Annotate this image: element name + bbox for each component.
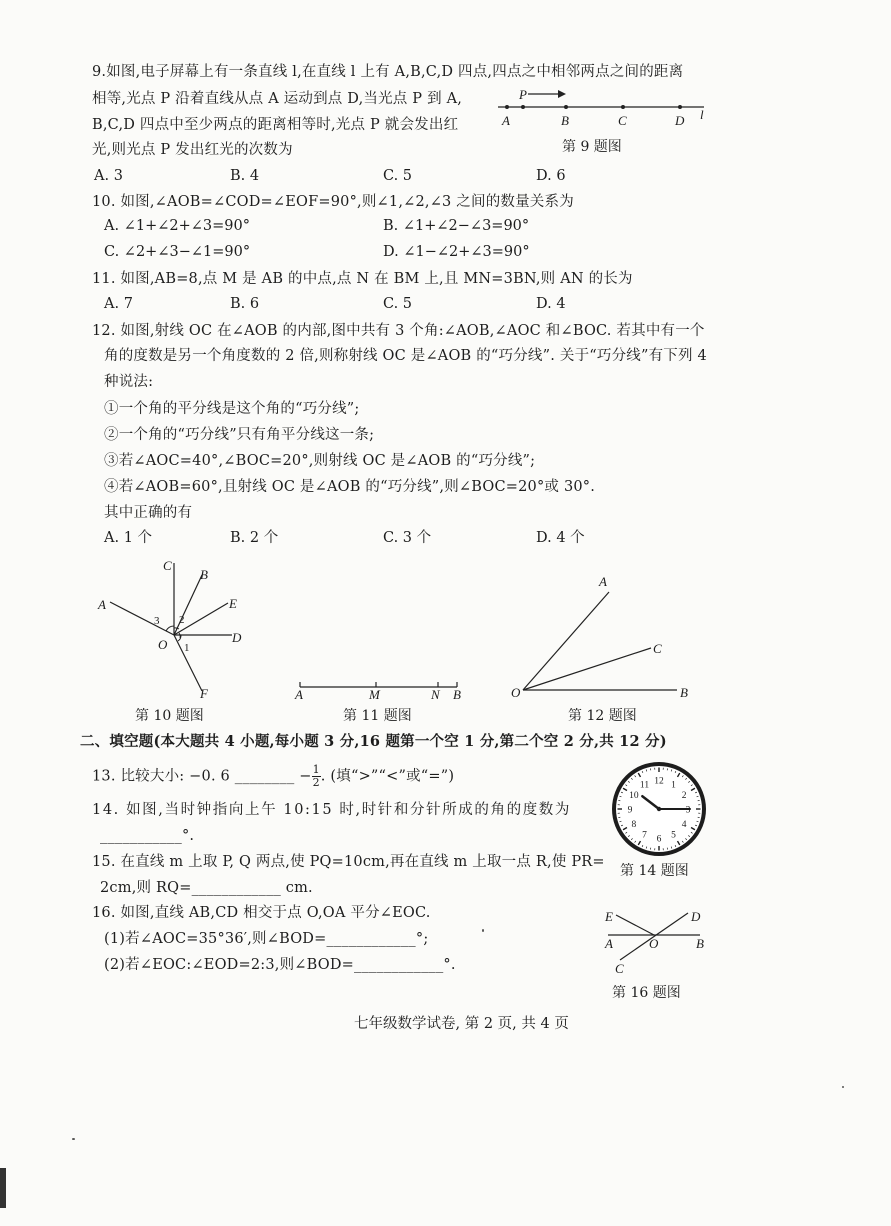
q13-line bbox=[92, 764, 454, 789]
q12-option-c: C. 3 个 bbox=[383, 530, 432, 546]
q10-label-angle-2: 2 bbox=[179, 614, 185, 626]
scan-speck bbox=[842, 1086, 844, 1088]
q14-line-2: ___________°. bbox=[100, 828, 195, 844]
q9-option-c: C. 5 bbox=[383, 168, 413, 184]
q11-line-1: 11. 如图,AB=8,点 M 是 AB 的中点,点 N 在 BM 上,且 MN=3BN,则 AN 的长为 bbox=[92, 271, 633, 287]
q12-option-d: D. 4 个 bbox=[536, 530, 585, 546]
q10-option-b: B. ∠1+∠2−∠3=90° bbox=[383, 218, 530, 234]
q9-label-a: A bbox=[502, 113, 510, 128]
q14-line-1: 14. 如图,当时钟指向上午 10:15 时,时针和分针所成的角的度数为 bbox=[92, 802, 571, 818]
q13-fraction-denominator: 2 bbox=[312, 776, 320, 789]
q10-label-c: C bbox=[163, 558, 172, 573]
clock-figure bbox=[610, 760, 708, 858]
q10-caption: 第 10 题图 bbox=[135, 708, 204, 724]
q12-label-a: A bbox=[599, 574, 607, 589]
q9-label-d: D bbox=[675, 113, 685, 128]
q10-label-angle-1: 1 bbox=[184, 642, 190, 654]
q9-caption: 第 9 题图 bbox=[562, 139, 622, 155]
q11-option-d: D. 4 bbox=[536, 296, 566, 312]
q10-label-f: F bbox=[200, 686, 208, 701]
clock-number: 10 bbox=[629, 791, 639, 801]
q10-option-d: D. ∠1−∠2+∠3=90° bbox=[383, 244, 530, 260]
q16-label-e: E bbox=[605, 909, 613, 924]
q10-label-a: A bbox=[98, 597, 106, 612]
q13-blank: ________ bbox=[234, 768, 295, 785]
q13-prefix: 13. 比较大小: −0. 6 bbox=[92, 768, 230, 785]
q12-option-a: A. 1 个 bbox=[104, 530, 153, 546]
q9-line-4: 光,则光点 P 发出红光的次数为 bbox=[92, 142, 293, 158]
clock-number: 8 bbox=[631, 820, 637, 830]
q12-line-3: 种说法: bbox=[104, 374, 154, 390]
q15-line-1: 15. 在直线 m 上取 P, Q 两点,使 PQ=10cm,再在直线 m 上取一点 R,使 PR= bbox=[92, 854, 605, 870]
q12-caption: 第 12 题图 bbox=[568, 708, 637, 724]
q11-option-a: A. 7 bbox=[104, 296, 133, 312]
q11-label-a: A bbox=[295, 687, 303, 702]
q9-label-b: B bbox=[561, 113, 569, 128]
clock-number: 6 bbox=[656, 834, 662, 845]
clock-number: 4 bbox=[681, 820, 687, 830]
q10-label-e: E bbox=[229, 596, 237, 611]
q9-label-c: C bbox=[618, 113, 627, 128]
q13-fraction-numerator: 1 bbox=[312, 763, 320, 776]
q10-label-angle-3: 3 bbox=[154, 615, 160, 627]
q11-caption: 第 11 题图 bbox=[343, 708, 412, 724]
q9-option-d: D. 6 bbox=[536, 168, 566, 184]
scan-speck bbox=[72, 1138, 75, 1140]
q10-line-1: 10. 如图,∠AOB=∠COD=∠EOF=90°,则∠1,∠2,∠3 之间的数量关系为 bbox=[92, 194, 574, 210]
scan-edge-mark bbox=[0, 1168, 6, 1208]
q10-label-b: B bbox=[200, 567, 208, 582]
page-footer: 七年级数学试卷, 第 2 页, 共 4 页 bbox=[354, 1016, 569, 1032]
q11-label-b: B bbox=[453, 687, 461, 702]
q11-label-m: M bbox=[369, 687, 380, 702]
q9-option-a: A. 3 bbox=[94, 168, 123, 184]
q9-line-2: 相等,光点 P 沿着直线从点 A 运动到点 D,当光点 P 到 A, bbox=[92, 91, 463, 107]
q13-fraction bbox=[312, 764, 321, 789]
q9-label-p: P bbox=[519, 87, 527, 102]
q10-label-d: D bbox=[232, 630, 242, 645]
q12-label-b: B bbox=[680, 685, 688, 700]
clock-number: 3 bbox=[685, 805, 691, 816]
q10-figure bbox=[90, 555, 260, 705]
q16-caption: 第 16 题图 bbox=[612, 985, 681, 1001]
clock-number: 1 bbox=[671, 780, 676, 791]
q10-option-c: C. ∠2+∠3−∠1=90° bbox=[104, 244, 251, 260]
q12-label-c: C bbox=[653, 641, 662, 656]
q12-statement-1: ①一个角的平分线是这个角的“巧分线”; bbox=[104, 401, 360, 417]
q9-line-3: B,C,D 四点中至少两点的距离相等时,光点 P 就会发出红 bbox=[92, 117, 459, 133]
q11-option-b: B. 6 bbox=[230, 296, 260, 312]
q16-line-1: 16. 如图,直线 AB,CD 相交于点 O,OA 平分∠EOC. bbox=[92, 905, 431, 921]
q13-minus: − bbox=[299, 768, 312, 785]
section-2-title: 二、填空题(本大题共 4 小题,每小题 3 分,16 题第一个空 1 分,第二个空 2 分,共 12 分) bbox=[80, 733, 667, 750]
q12-statement-3: ③若∠AOC=40°,∠BOC=20°,则射线 OC 是∠AOB 的“巧分线”; bbox=[104, 453, 536, 469]
clock-number: 2 bbox=[681, 791, 687, 801]
q16-label-d: D bbox=[691, 909, 701, 924]
q12-line-1: 12. 如图,射线 OC 在∠AOB 的内部,图中共有 3 个角:∠AOB,∠AOC 和∠BOC. 若其中有一个 bbox=[92, 323, 705, 339]
q16-label-c: C bbox=[615, 961, 624, 976]
q9-figure bbox=[490, 86, 720, 136]
clock-number: 12 bbox=[654, 776, 664, 787]
q11-figure bbox=[290, 670, 470, 710]
q10-label-o: O bbox=[158, 637, 168, 652]
q11-label-n: N bbox=[431, 687, 440, 702]
q9-option-b: B. 4 bbox=[230, 168, 260, 184]
q12-option-b: B. 2 个 bbox=[230, 530, 279, 546]
clock-number: 5 bbox=[671, 830, 676, 841]
q12-statement-4: ④若∠AOB=60°,且射线 OC 是∠AOB 的“巧分线”,则∠BOC=20°或 30°. bbox=[104, 479, 596, 495]
q16-figure bbox=[598, 905, 718, 977]
q13-suffix: . (填“>”“<”或“=”) bbox=[320, 768, 455, 785]
q16-label-o: O bbox=[649, 936, 659, 951]
clock-number: 9 bbox=[627, 805, 633, 816]
q12-line-2: 角的度数是另一个角度数的 2 倍,则称射线 OC 是∠AOB 的“巧分线”. 关于“巧分线”有下列 4 bbox=[104, 348, 707, 364]
q12-question: 其中正确的有 bbox=[104, 505, 193, 521]
q10-option-a: A. ∠1+∠2+∠3=90° bbox=[104, 218, 250, 234]
q11-option-c: C. 5 bbox=[383, 296, 413, 312]
q16-label-a: A bbox=[605, 936, 613, 951]
q12-label-o: O bbox=[511, 685, 521, 700]
q16-part-1: (1)若∠AOC=35°36′,则∠BOD=____________°; bbox=[104, 931, 429, 947]
q12-statement-2: ②一个角的“巧分线”只有角平分线这一条; bbox=[104, 427, 375, 443]
q16-part-2: (2)若∠EOC:∠EOD=2:3,则∠BOD=____________°. bbox=[104, 957, 456, 973]
q9-line-1: 9.如图,电子屏幕上有一条直线 l,在直线 l 上有 A,B,C,D 四点,四点之中相邻两点之间的距离 bbox=[92, 64, 684, 80]
q16-label-b: B bbox=[696, 936, 704, 951]
q14-caption: 第 14 题图 bbox=[620, 863, 689, 879]
q9-label-l: l bbox=[700, 107, 704, 122]
q15-line-2: 2cm,则 RQ=____________ cm. bbox=[100, 880, 313, 896]
scan-speck bbox=[482, 929, 484, 932]
clock-number: 11 bbox=[639, 780, 650, 791]
clock-number: 7 bbox=[642, 830, 647, 841]
q12-figure bbox=[505, 572, 705, 702]
